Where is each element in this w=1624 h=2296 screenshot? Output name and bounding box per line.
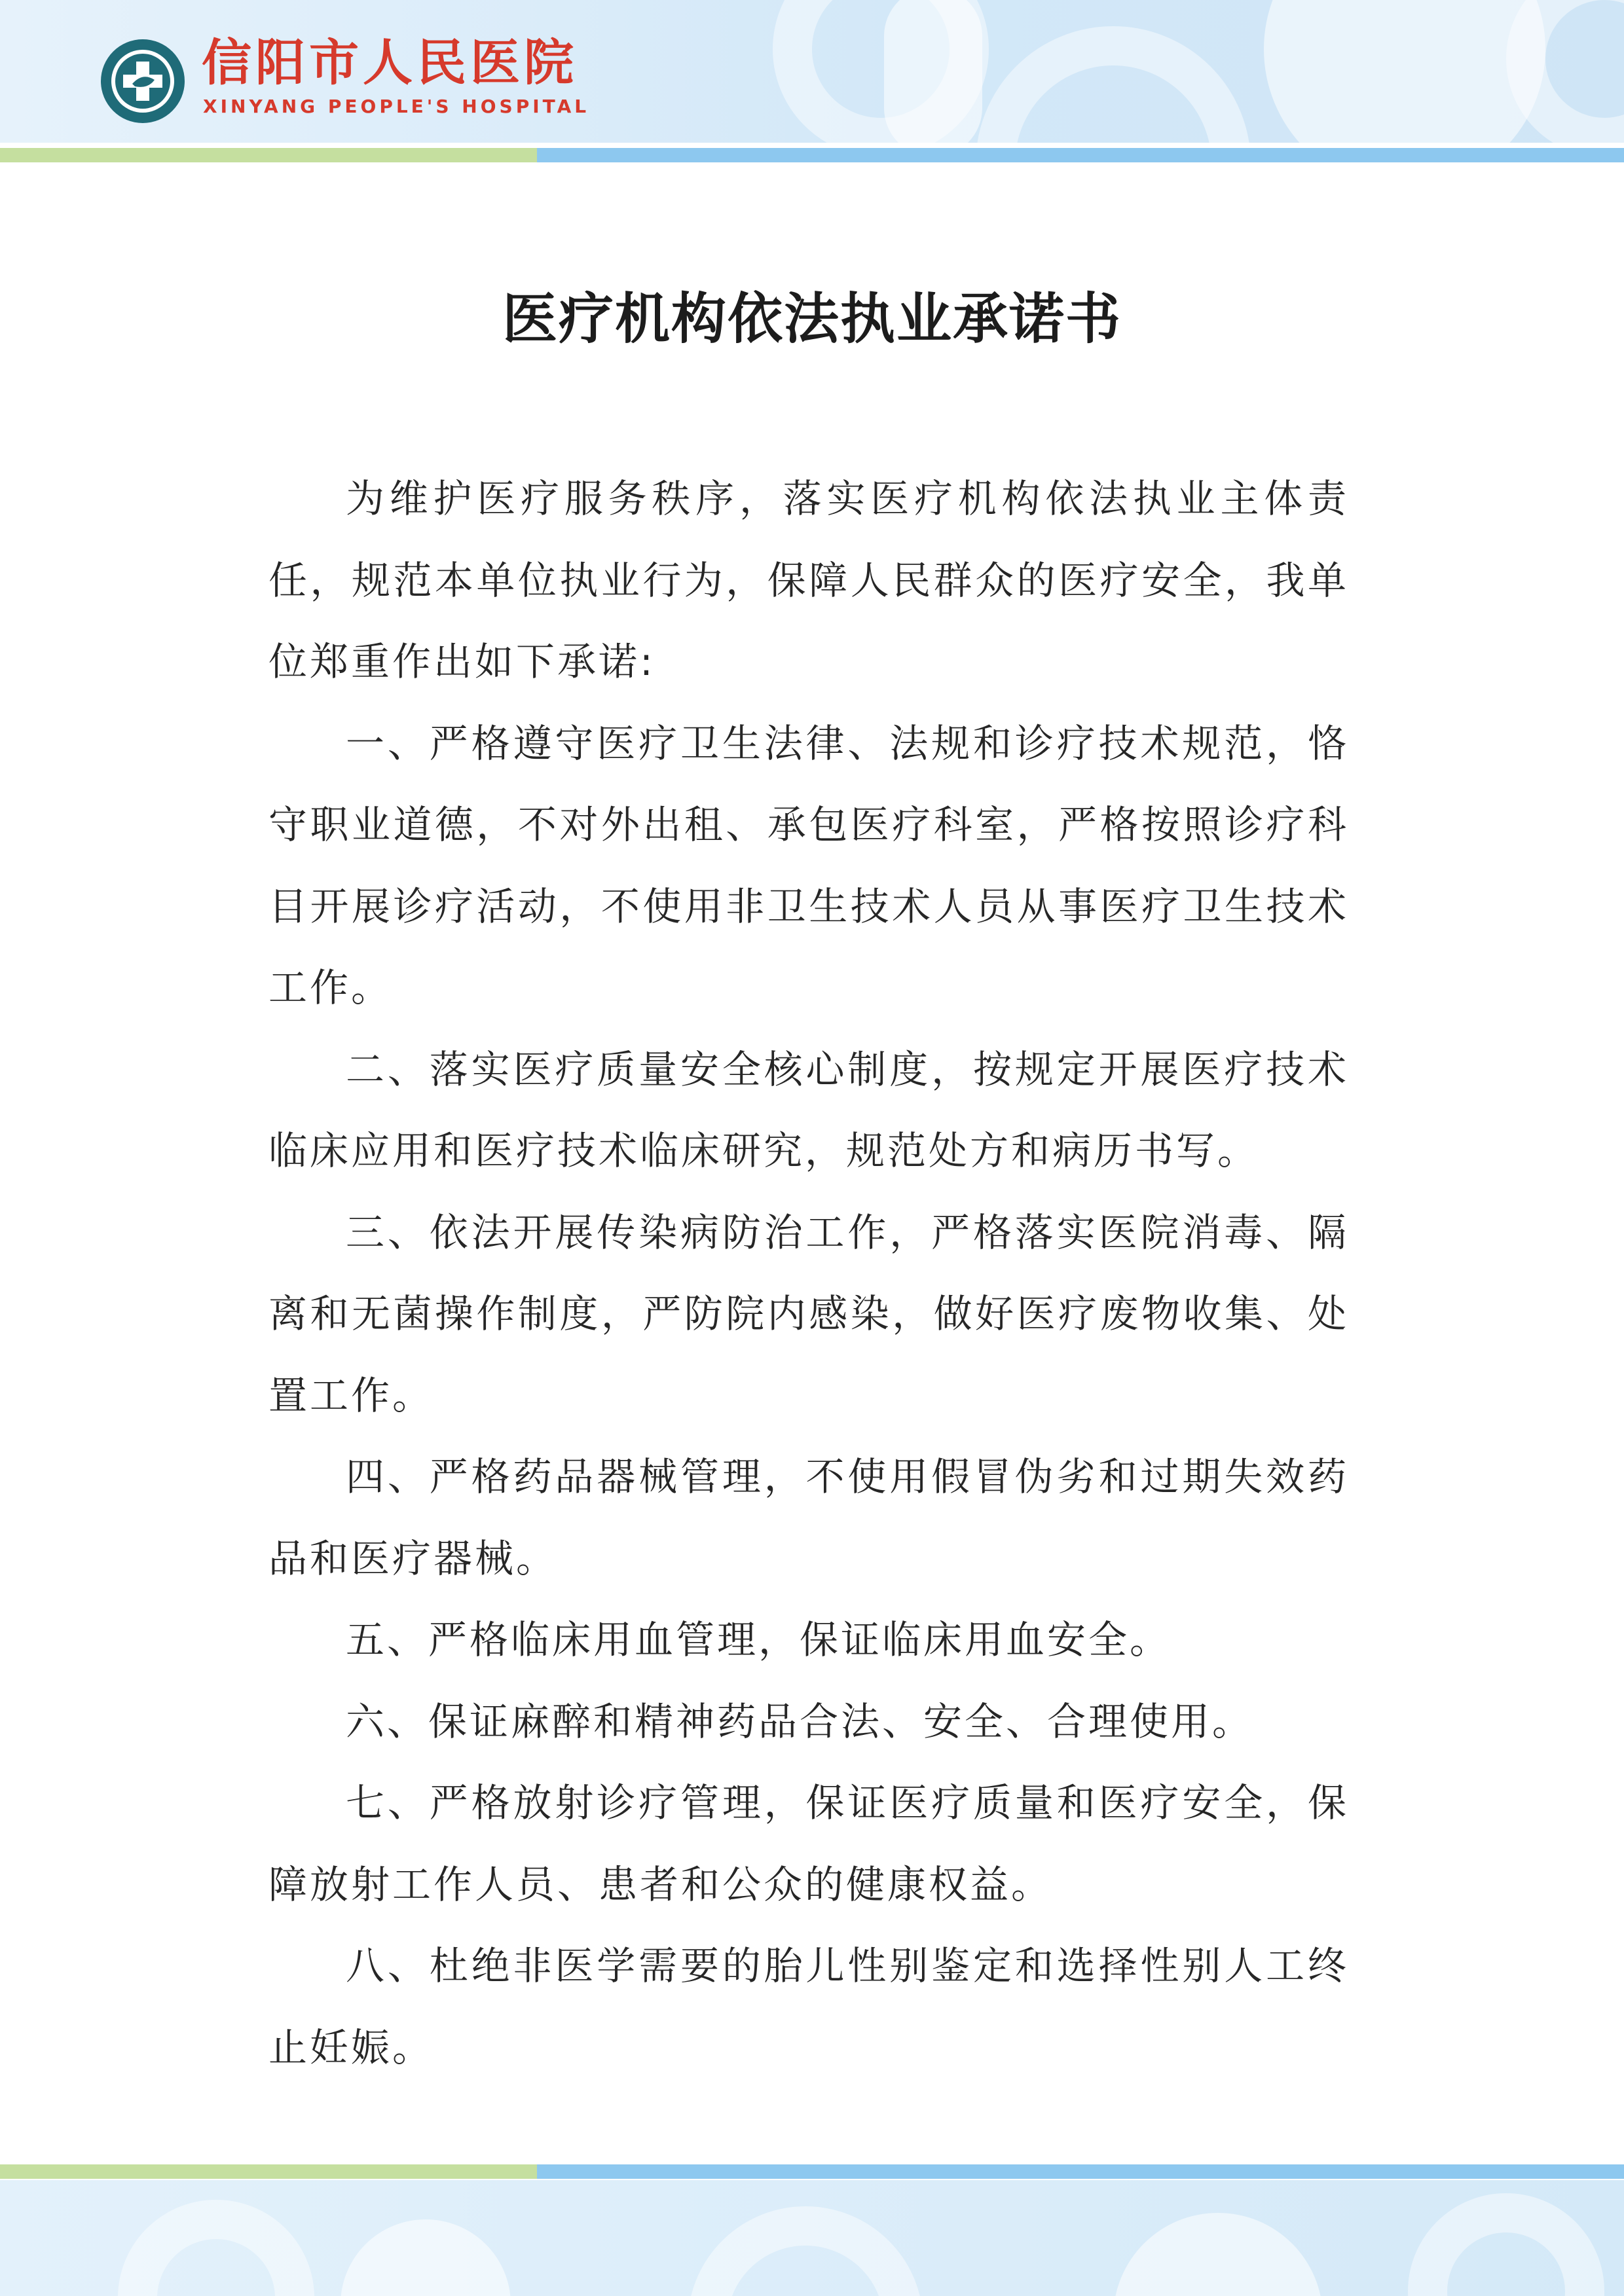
- footer-stripe-blue: [537, 2164, 1624, 2179]
- paragraph-item-3: 三、依法开展传染病防治工作，严格落实医院消毒、隔离和无菌操作制度，严防院内感染，做好医疗废物收集、处置工作。: [268, 1209, 1349, 1418]
- paragraph-intro: 为维护医疗服务秩序，落实医疗机构依法执业主体责任，规范本单位执业行为，保障人民群众的医疗安全，我单位郑重作出如下承诺:: [268, 476, 1349, 684]
- footer-decoration: [1408, 2193, 1604, 2296]
- header-stripe-green: [0, 148, 537, 162]
- paragraph-item-4: 四、严格药品器械管理，不使用假冒伪劣和过期失效药品和医疗器械。: [268, 1454, 1349, 1581]
- hospital-name-cn: 信阳市人民医院: [202, 33, 578, 92]
- paragraph-item-1: 一、严格遵守医疗卫生法律、法规和诊疗技术规范，恪守职业道德，不对外出租、承包医疗科室，严格按照诊疗科目开展诊疗活动，不使用非卫生技术人员从事医疗卫生技术工作。: [268, 720, 1349, 1010]
- paragraph-item-2: 二、落实医疗质量安全核心制度，按规定开展医疗技术临床应用和医疗技术临床研究，规范处方和病历书写。: [268, 1046, 1349, 1173]
- paragraph-item-5: 五、严格临床用血管理，保证临床用血安全。: [346, 1617, 1172, 1662]
- document-title: 医疗机构依法执业承诺书: [502, 286, 1122, 351]
- header-stripe-blue: [537, 148, 1624, 162]
- hospital-logo-icon: [100, 38, 186, 124]
- footer-decoration: [1113, 2213, 1323, 2296]
- header-decoration: [976, 26, 1251, 143]
- paragraph-item-8: 八、杜绝非医学需要的胎儿性别鉴定和选择性别人工终止妊娠。: [268, 1943, 1349, 2070]
- footer-decoration: [118, 2200, 314, 2296]
- document-body: [268, 458, 1349, 2088]
- hospital-name-en: XINYANG PEOPLE'S HOSPITAL: [203, 96, 590, 117]
- footer-decoration: [341, 2219, 511, 2296]
- footer-decoration: [688, 2206, 923, 2296]
- footer-band: [0, 2180, 1624, 2296]
- header-decoration: [884, 0, 982, 143]
- paragraph-item-7: 七、严格放射诊疗管理，保证医疗质量和医疗安全，保障放射工作人员、患者和公众的健康权益。: [268, 1780, 1349, 1907]
- footer-stripe-green: [0, 2164, 537, 2179]
- paragraph-item-6: 六、保证麻醉和精神药品合法、安全、合理使用。: [346, 1698, 1254, 1744]
- header-decoration: [1264, 0, 1545, 143]
